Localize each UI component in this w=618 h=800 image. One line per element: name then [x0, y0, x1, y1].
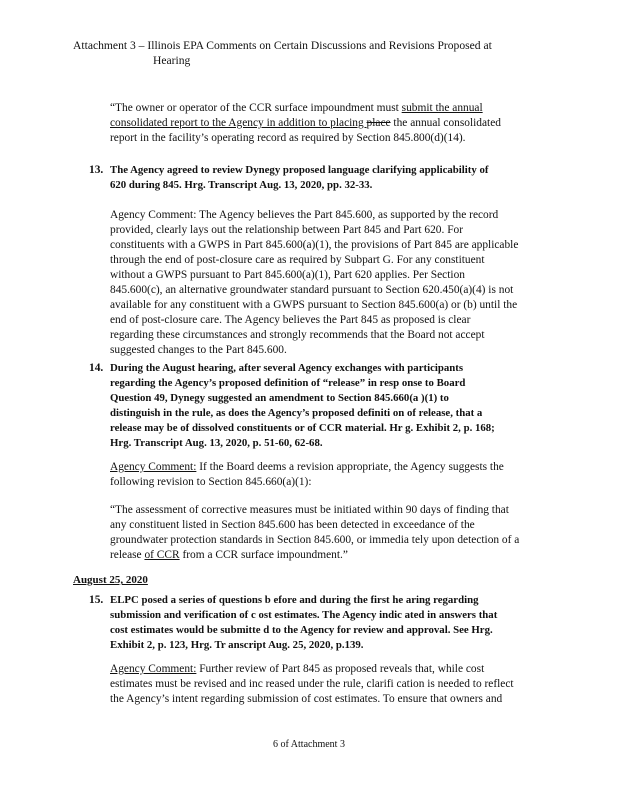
item-13-comment-5: without a GWPS pursuant to Part 845.600(a)(1), Part 620 applies. Per Section — [110, 269, 465, 281]
item-13-comment-3: constituents with a GWPS in Part 845.600(a)(1), the provisions of Part 845 are applicable — [110, 239, 519, 251]
item-14-line-6: Hrg. Transcript Aug. 13, 2020, p. 51-60, 62-68. — [110, 437, 323, 449]
agency-comment-label-2: Agency Comment: — [110, 663, 197, 675]
item-13-comment-1: Agency Comment: The Agency believes the Part 845.600, as supported by the record — [110, 209, 499, 221]
item-15-line-3: cost estimates would be submitte d to the Agency for review and approval. See Hrg. — [110, 624, 493, 636]
quote1-text-2: the annual consolidated — [390, 117, 501, 129]
quote1-line-1 — [110, 101, 550, 116]
item-15-comment-line-3: the Agency’s intent regarding submission of cost estimates. To ensure that owners and — [110, 693, 503, 705]
item-13-comment-6: 845.600(c), an alternative groundwater standard pursuant to Section 620.450(a)(4) is not — [110, 284, 514, 296]
quote1-insertion: submit the annual — [401, 102, 483, 114]
quote2-text-a: release — [110, 549, 145, 561]
quote2-text-b: from a CCR surface impoundment.” — [179, 549, 348, 561]
item-13-comment-4: through the end of post-closure care as required by Subpart G. For any constituent — [110, 254, 485, 266]
item-15-number: 15. — [89, 594, 104, 606]
item-14-comment-text: If the Board deems a revision appropriate, the Agency suggests the — [196, 461, 504, 473]
quote1-insertion-2: consolidated report to the Agency in addition to placing — [110, 117, 367, 129]
quote2-insertion: of CCR — [144, 549, 180, 561]
item-13-comment-7: available for any constituent with a GWPS pursuant to Section 845.600(a) or (b) until the — [110, 299, 518, 311]
agency-comment-label: Agency Comment: — [110, 461, 197, 473]
header-line-1: Attachment 3 – Illinois EPA Comments on Certain Discussions and Revisions Proposed at — [73, 39, 492, 52]
item-14-line-3: Question 49, Dynegy suggested an amendment to Section 845.660(a )(1) to — [110, 392, 449, 404]
item-13-number: 13. — [89, 164, 104, 176]
item-14-line-4: distinguish in the rule, as does the Agency’s proposed definiti on of release, that a — [110, 407, 483, 419]
item-13-comment-2: provided, clearly lays out the relationship between Part 845 and Part 620. For — [110, 224, 464, 236]
item-15-line-2: submission and verification of c ost estimates. The Agency indic ated in answers that — [110, 609, 498, 621]
item-14-line-2: regarding the Agency’s proposed definition of “release” in resp onse to Board — [110, 377, 466, 389]
item-14-line-1: During the August hearing, after several Agency exchanges with participants — [110, 362, 464, 374]
item-15-line-1: ELPC posed a series of questions b efore and during the first he aring regarding — [110, 594, 479, 606]
item-14-quote-line-4 — [110, 548, 546, 563]
item-14-comment-line-1 — [110, 460, 546, 475]
item-14-quote-line-3: groundwater protection standards in Section 845.600, or immedia tely upon detection of a — [110, 534, 520, 546]
item-14-number: 14. — [89, 362, 104, 374]
quote1-deletion: place — [366, 117, 391, 129]
item-13-comment-8: end of post-closure care. The Agency believes the Part 845 as proposed is clear — [110, 314, 471, 326]
item-14-comment-line-2: following revision to Section 845.660(a)(1): — [110, 476, 312, 488]
date-heading: August 25, 2020 — [73, 574, 148, 586]
quote1-line-2 — [110, 116, 550, 131]
quote1-text: “The owner or operator of the CCR surface impoundment must — [110, 102, 402, 114]
item-14-quote-line-2: any constituent listed in Section 845.600 has been detected in exceedance of the — [110, 519, 475, 531]
item-13-line-1: The Agency agreed to review Dynegy proposed language clarifying applicability of — [110, 164, 489, 176]
item-15-comment-line-2: estimates must be revised and inc reased under the rule, clarifi cation is needed to reflect — [110, 678, 514, 690]
item-14-line-5: release may be of dissolved constituents or of CCR material. Hr g. Exhibit 2, p. 168; — [110, 422, 495, 434]
header-line-2: Hearing — [153, 54, 191, 67]
page-footer: 6 of Attachment 3 — [273, 739, 345, 750]
item-14-quote-line-1: “The assessment of corrective measures must be initiated within 90 days of finding that — [110, 504, 509, 516]
quote1-line-3: report in the facility’s operating record as required by Section 845.800(d)(14). — [110, 132, 466, 144]
item-13-line-2: 620 during 845. Hrg. Transcript Aug. 13, 2020, pp. 32-33. — [110, 179, 373, 191]
item-15-line-4: Exhibit 2, p. 123, Hrg. Tr anscript Aug. 25, 2020, p.139. — [110, 639, 364, 651]
item-13-comment-9: regarding these circumstances and strongly recommends that the Board not accept — [110, 329, 485, 341]
item-13-comment-10: suggested changes to the Part 845.600. — [110, 344, 287, 356]
item-15-comment-text: Further review of Part 845 as proposed reveals that, while cost — [196, 663, 485, 675]
item-15-comment-line-1 — [110, 662, 546, 677]
